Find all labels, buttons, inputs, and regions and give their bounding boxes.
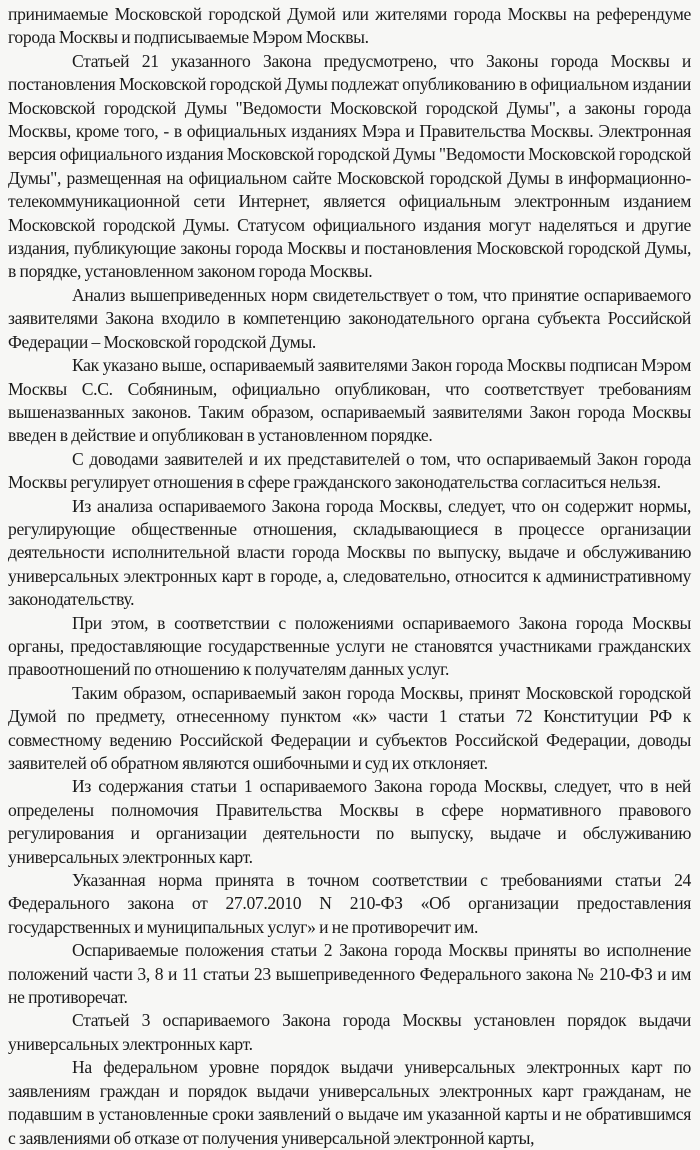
paragraph-norms-analysis: Анализ вышеприведенных норм свидетельствует о том, что принятие оспариваемого заявителями Закона входило в компетенцию законодательного органа субъекта Российской Федерации – Московской городской Думы. xyxy=(8,284,691,352)
paragraph-article-1: Из содержания статьи 1 оспариваемого Закона города Москвы, следует, что в ней определены полномочия Правительства Москвы в сфере нормативного правового регулирования и организации деятельности по выпуску, выдаче и обслуживанию универсальных электронных карт. xyxy=(8,776,691,867)
paragraph-article-2: Оспариваемые положения статьи 2 Закона города Москвы приняты во исполнение положений части 3, 8 и 11 статьи 23 вышеприведенного Федерального закона № 210-ФЗ и им не противоречат. xyxy=(8,940,691,1008)
paragraph-continuation: принимаемые Московской городской Думой или жителями города Москвы на референдуме города Москвы и подписываемые Мэром Москвы. xyxy=(8,4,691,48)
paragraph-article-3: Статьей 3 оспариваемого Закона города Москвы установлен порядок выдачи универсальных электронных карт. xyxy=(8,1010,691,1054)
paragraph-federal-level: На федеральном уровне порядок выдачи универсальных электронных карт по заявлениям граждан и порядок выдачи универсальных электронных карт гражданам, не подавшим в установленные сроки заявлений о выдаче им указанной карты и не обратившимся с заявлениями об отказе от получения универсальной электронной карты, xyxy=(8,1057,691,1148)
document-page xyxy=(8,3,691,1150)
paragraph-federal-law-24: Указанная норма принята в точном соответствии с требованиями статьи 24 Федерального закона от 27.07.2010 N 210-ФЗ «Об организации предоставления государственных и муниципальных услуг» и не противоречит им. xyxy=(8,870,691,937)
paragraph-article-21: Статьей 21 указанного Закона предусмотрено, что Законы города Москвы и постановления Московской городской Думы подлежат опубликованию в официальном издании Московской городской Думы "Ведомости Московской городской Думы", а законы города Москвы, кроме того, - в официальных изданиях Мэра и Правительства Москвы. Электронная версия официального издания Московской городской Думы "Ведомости Московской городской Думы", размещенная на официальном сайте Московской городской Думы в информационно-телекоммуникационной сети Интернет, является официальным электронным изданием Московской городской Думы. Статусом официального издания могут наделяться и другие издания, публикующие законы города Москвы и постановления Московской городской Думы, в порядке, установленном законом города Москвы. xyxy=(8,50,691,282)
paragraph-constitution-art-72: Таким образом, оспариваемый закон города Москвы, принят Московской городской Думой по предмету, отнесенному пунктом «к» части 1 статьи 72 Конституции РФ к совместному ведению Российской Федерации и субъектов Российской Федерации, доводы заявителей об обратном являются ошибочными и суд их отклоняет. xyxy=(8,682,691,773)
paragraph-civil-law-argument: С доводами заявителей и их представителей о том, что оспариваемый Закон города Москвы регулирует отношения в сфере гражданского законодательства согласиться нельзя. xyxy=(8,448,691,493)
paragraph-service-bodies: При этом, в соответствии с положениями оспариваемого Закона города Москвы органы, предоставляющие государственные услуги не становятся участниками гражданских правоотношений по отношению к получателям данных услуг. xyxy=(8,612,691,680)
paragraph-signed-by-mayor: Как указано выше, оспариваемый заявителями Закон города Москвы подписан Мэром Москвы С.С. Собяниным, официально опубликован, что соответствует требованиям вышеназванных законов. Таким образом, оспариваемый заявителями Закон города Москвы введен в действие и опубликован в установленном порядке. xyxy=(8,355,691,446)
paragraph-administrative-law: Из анализа оспариваемого Закона города Москвы, следует, что он содержит нормы, регулирующие общественные отношения, складывающиеся в процессе организации деятельности исполнительной власти города Москвы по выпуску, выдаче и обслуживанию универсальных электронных карт в городе, а, следовательно, относится к административному законодательству. xyxy=(8,495,691,610)
